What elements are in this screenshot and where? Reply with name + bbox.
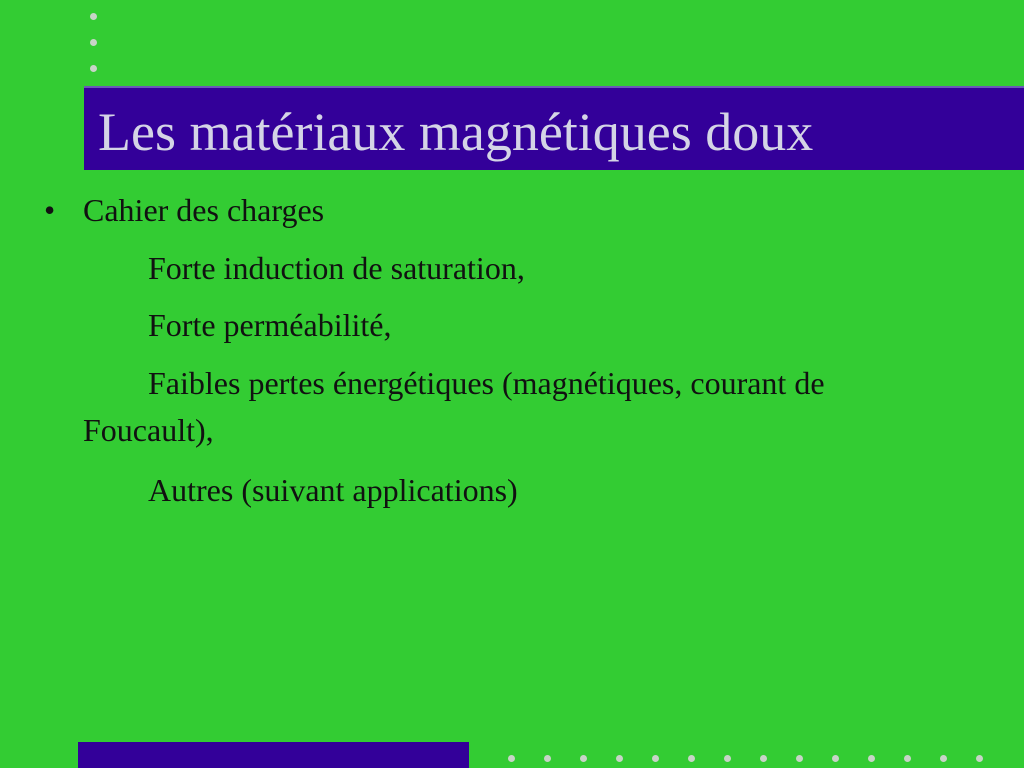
slide-title: Les matériaux magnétiques doux [98, 102, 814, 162]
footer-bar [78, 742, 469, 768]
decor-dot [688, 755, 695, 762]
list-item: Faibles pertes énergétiques (magnétiques, courant de [148, 365, 825, 401]
decor-dot [976, 755, 983, 762]
list-item: Forte perméabilité, [148, 307, 392, 343]
decor-dot [940, 755, 947, 762]
decor-dot [580, 755, 587, 762]
list-item: Forte induction de saturation, [148, 250, 525, 286]
list-item: Autres (suivant applications) [148, 472, 518, 508]
list-item-continuation: Foucault), [83, 412, 214, 448]
bullet-icon: • [44, 192, 56, 228]
decor-dot [616, 755, 623, 762]
decor-dot [724, 755, 731, 762]
decor-dot [904, 755, 911, 762]
bullet-heading: Cahier des charges [83, 192, 325, 228]
decor-dot [832, 755, 839, 762]
decor-dot [868, 755, 875, 762]
decor-dot [796, 755, 803, 762]
decor-dot [508, 755, 515, 762]
decor-dot [760, 755, 767, 762]
decor-dot [652, 755, 659, 762]
decor-dot [544, 755, 551, 762]
